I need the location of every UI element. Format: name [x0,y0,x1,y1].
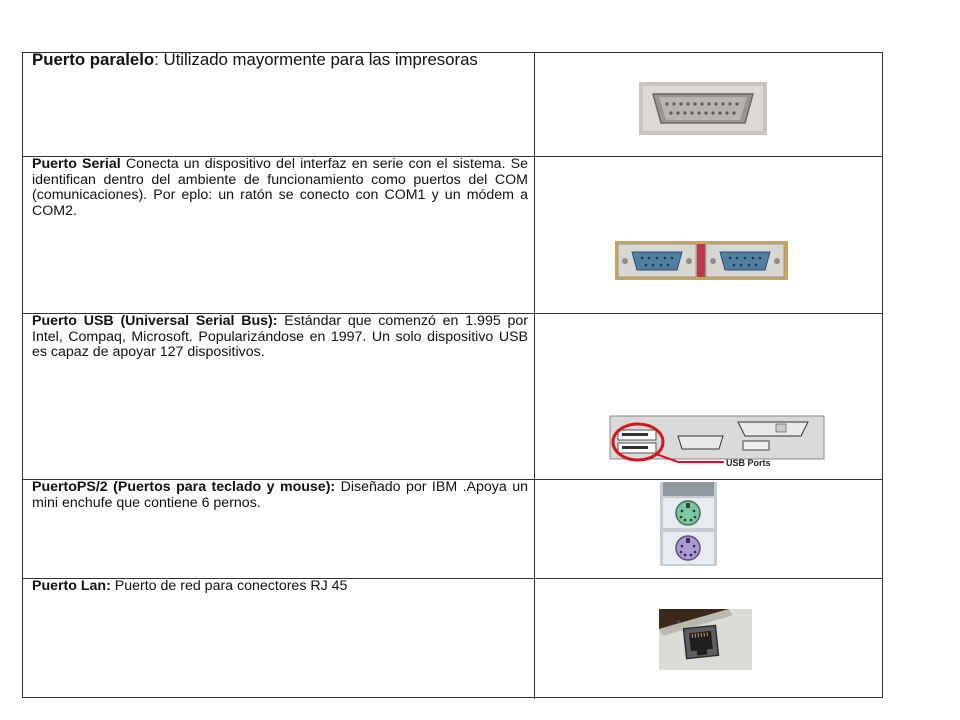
ps2-ports-image [660,482,717,566]
description-paragraph [32,157,528,219]
port-title: Puerto paralelo [32,50,155,69]
port-title: Puerto Lan: [32,578,111,594]
port-title: Puerto Serial [32,156,121,172]
port-description: Puerto de red para conectores RJ 45 [110,578,348,594]
cell-description [23,480,535,578]
table-row-serial [23,157,882,314]
serial-ports-image [615,241,788,280]
cell-image [535,157,882,313]
cell-image [535,314,882,479]
cell-description [23,579,535,699]
port-title: PuertoPS/2 (Puertos para teclado y mouse): [32,479,336,495]
cell-description [23,157,535,313]
ports-table [22,52,883,698]
table-row-usb [23,314,882,480]
description-paragraph [32,579,528,595]
table-row-parallel [23,50,882,157]
description-paragraph [32,480,528,511]
table-row-lan [23,579,882,699]
port-description: Utilizado mayormente para las impresoras [158,50,478,69]
description-paragraph: Puerto paralelo: Utilizado mayormente para las impresoras [32,50,478,69]
port-title: Puerto USB (Universal Serial Bus): [32,313,278,329]
table-row-ps2 [23,480,882,579]
usb-ports-image [608,414,826,474]
parallel-port-image [639,82,767,135]
port-description: Conecta un dispositivo del interfaz en serie con el sistema. Se identifican dentro del ambiente de funcionamiento como puertos del COM (comunicaciones). Por eplo: un ratón se conecto con COM1 y un módem a COM2. [32,156,528,219]
cell-description [23,314,535,479]
lan-port-image [659,609,752,670]
cell-description [23,50,535,156]
usb-ports-callout: USB Ports [726,458,771,468]
cell-image [535,579,882,699]
cell-image [535,480,882,578]
port-description: Diseñado por IBM .Apoya un mini enchufe que contiene 6 pernos. [32,479,528,511]
description-paragraph [32,314,528,361]
port-description: Estándar que comenzó en 1.995 por Intel, Compaq, Microsoft. Popularizándose en 1997. Un solo dispositivo USB es capaz de apoyar 127 dispositivos. [32,313,529,361]
cell-image [535,53,882,156]
